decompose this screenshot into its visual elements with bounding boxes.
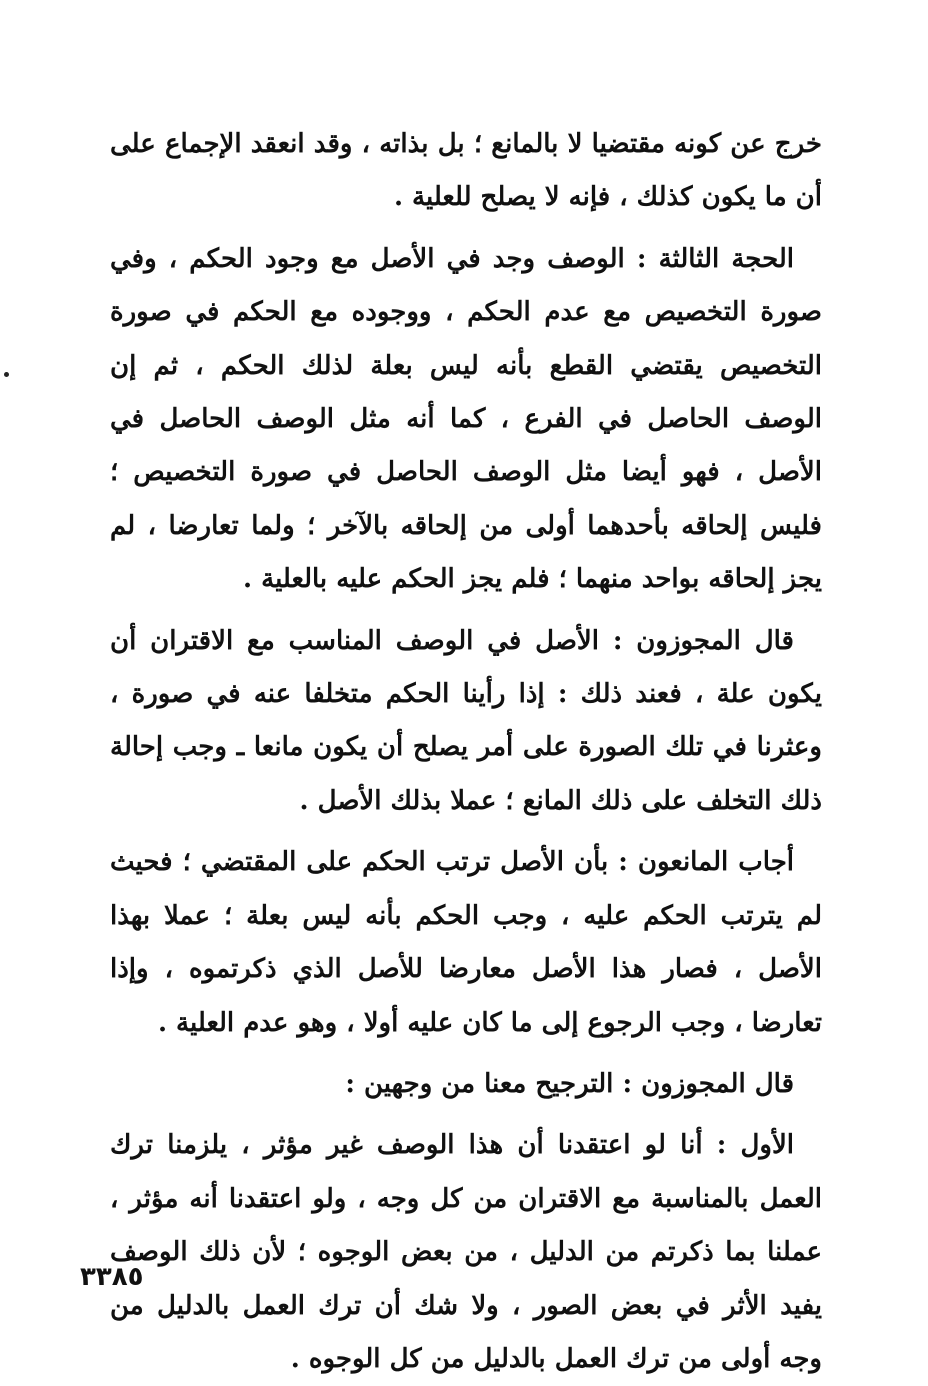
- paragraph-continuation: خرج عن كونه مقتضيا لا بالمانع ؛ بل بذاته ، وقد انعقد الإجماع على أن ما يكون كذلك ، فإنه لا يصلح للعلية .: [110, 129, 822, 213]
- paragraph-third-argument: الحجة الثالثة : الوصف وجد في الأصل مع وجود الحكم ، وفي صورة التخصيص مع عدم الحكم ، ووجوده مع الحكم في صورة التخصيص يقتضي القطع بأنه ليس بعلة لذلك الحكم ، ثم إن الوصف الحاصل في الفرع ، كما أنه مثل الوصف الحاصل في الأصل ، فهو أيضا مثل الوصف الحاصل في صورة التخصيص ؛ فليس إلحاقه بأحدهما أولى من إلحاقه بالآخر ؛ ولما تعارضا ، لم يجز إلحاقه بواحد منهما ؛ فلم يجز الحكم عليه بالعلية .: [110, 243, 822, 595]
- page-number: ٣٣٨٥: [80, 1262, 144, 1292]
- paragraph-preference-intro: قال المجوزون : الترجيح معنا من وجهين :: [345, 1068, 794, 1099]
- body-text: [110, 118, 822, 1386]
- stray-ink-mark: [4, 372, 9, 377]
- paragraph-proponents-claim: قال المجوزون : الأصل في الوصف المناسب مع الاقتران أن يكون علة ، فعند ذلك : إذا رأينا الحكم متخلفا عنه في صورة ، وعثرنا في تلك الصورة على أمر يصلح أن يكون مانعا ـ وجب إحالة ذلك التخلف على ذلك المانع ؛ عملا بذلك الأصل .: [110, 625, 822, 816]
- paragraph-opponents-reply: أجاب المانعون : بأن الأصل ترتب الحكم على المقتضي ؛ فحيث لم يترتب الحكم عليه ، وجب الحكم بأنه ليس بعلة ؛ عملا بهذا الأصل ، فصار هذا الأصل معارضا للأصل الذي ذكرتموه ، وإذا تعارضا ، وجب الرجوع إلى ما كان عليه أولا ، وهو عدم العلية .: [110, 847, 822, 1038]
- paragraph-first-reason: الأول : أنا لو اعتقدنا أن هذا الوصف غير مؤثر ، يلزمنا ترك العمل بالمناسبة مع الاقتران من كل وجه ، ولو اعتقدنا أنه مؤثر ، عملنا بما ذكرتم من الدليل ، من بعض الوجوه ؛ لأن ذلك الوصف يفيد الأثر في بعض الصور ، ولا شك أن ترك العمل بالدليل من وجه أولى من ترك العمل بالدليل من كل الوجوه .: [110, 1130, 822, 1374]
